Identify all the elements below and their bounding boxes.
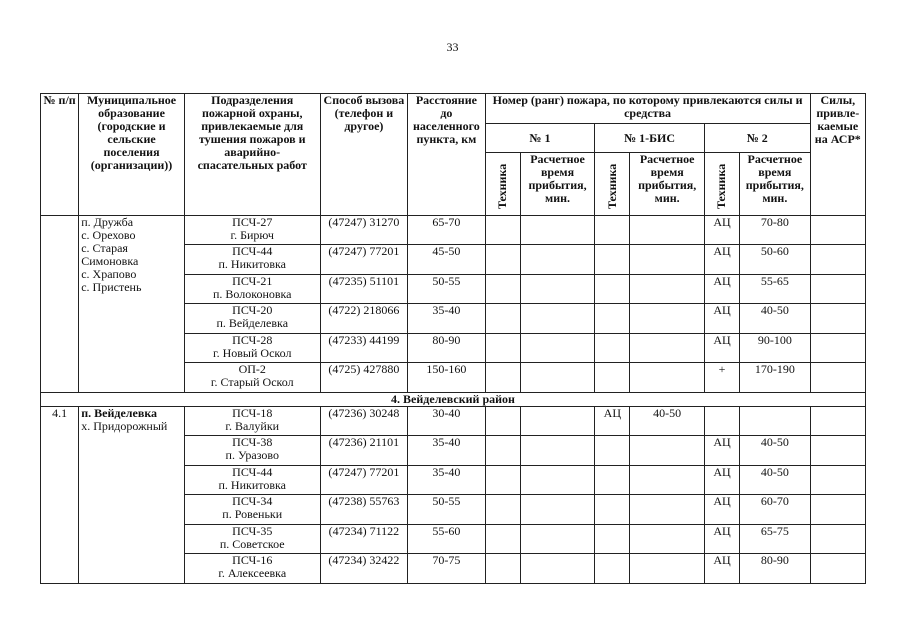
time-cell: 90-100 xyxy=(740,334,810,363)
time-cell xyxy=(630,554,704,584)
phone-cell: (4722) 218066 xyxy=(320,304,408,334)
unit-cell xyxy=(184,216,320,245)
tech-cell xyxy=(595,436,630,466)
time-cell: 80-90 xyxy=(740,554,810,584)
unit-name: ПСЧ-34 xyxy=(232,494,273,508)
distance-cell: 45-50 xyxy=(408,245,485,275)
tech-cell xyxy=(595,495,630,525)
unit-cell xyxy=(184,304,320,334)
unit-cell xyxy=(184,407,320,436)
unit-cell xyxy=(184,495,320,525)
unit-place: п. Уразово xyxy=(225,448,279,462)
unit-place: г. Валуйки xyxy=(225,419,280,433)
distance-cell: 80-90 xyxy=(408,334,485,363)
distance-cell: 30-40 xyxy=(408,407,485,436)
settlement-list xyxy=(79,216,185,393)
tech-cell: АЦ xyxy=(704,436,739,466)
tech-cell xyxy=(595,466,630,495)
unit-cell xyxy=(184,363,320,393)
time-cell xyxy=(630,466,704,495)
tech-cell: АЦ xyxy=(704,525,739,554)
fire-forces-table xyxy=(40,93,866,584)
time-cell xyxy=(630,495,704,525)
distance-cell: 65-70 xyxy=(408,216,485,245)
unit-name: ПСЧ-20 xyxy=(232,303,273,317)
tech-cell: + xyxy=(704,363,739,393)
unit-name: ПСЧ-44 xyxy=(232,465,273,479)
unit-cell xyxy=(184,334,320,363)
settlement: п. Вейделевка xyxy=(81,406,158,420)
phone-cell: (47238) 55763 xyxy=(320,495,408,525)
header-time-1bis: Расчетное время прибытия, мин. xyxy=(630,153,704,216)
time-cell: 60-70 xyxy=(740,495,810,525)
time-cell: 170-190 xyxy=(740,363,810,393)
unit-place: г. Старый Оскол xyxy=(210,375,294,389)
header-time-2: Расчетное время прибытия, мин. xyxy=(740,153,810,216)
header-rank-1: № 1 xyxy=(485,124,595,153)
header-tech-2: Техника xyxy=(714,163,729,209)
time-cell: 55-65 xyxy=(740,275,810,304)
header-rank-2: № 2 xyxy=(704,124,810,153)
unit-place: п. Вейделевка xyxy=(216,316,289,330)
unit-place: п. Никитовка xyxy=(218,257,286,271)
tech-cell: АЦ xyxy=(704,304,739,334)
header-distance: Расстояние до населенного пункта, км xyxy=(408,94,485,216)
phone-cell: (47234) 71122 xyxy=(320,525,408,554)
time-cell xyxy=(630,436,704,466)
unit-place: п. Никитовка xyxy=(218,478,286,492)
unit-name: ПСЧ-16 xyxy=(232,553,273,567)
distance-cell: 35-40 xyxy=(408,466,485,495)
phone-cell: (47247) 77201 xyxy=(320,245,408,275)
time-cell xyxy=(630,525,704,554)
time-cell: 40-50 xyxy=(630,407,704,436)
header-fire-rank: Номер (ранг) пожара, по которому привлекаются силы и средства xyxy=(485,94,810,124)
tech-cell: АЦ xyxy=(704,554,739,584)
phone-cell: (47234) 32422 xyxy=(320,554,408,584)
time-cell: 40-50 xyxy=(740,466,810,495)
unit-name: ПСЧ-18 xyxy=(232,406,273,420)
time-cell: 50-60 xyxy=(740,245,810,275)
tech-cell: АЦ xyxy=(704,495,739,525)
distance-cell: 55-60 xyxy=(408,525,485,554)
unit-cell xyxy=(184,436,320,466)
header-units: Подразделения пожарной охраны, привлекаемые для тушения пожаров и аварийно-спасательных работ xyxy=(184,94,320,216)
time-cell: 40-50 xyxy=(740,304,810,334)
unit-place: г. Новый Оскол xyxy=(213,346,292,360)
tech-cell: АЦ xyxy=(704,275,739,304)
header-num: № п/п xyxy=(41,94,79,216)
page-number: 33 xyxy=(446,40,459,54)
tech-cell: АЦ xyxy=(704,245,739,275)
section-title: 4. Вейделевский район xyxy=(41,393,866,407)
unit-cell xyxy=(184,245,320,275)
time-cell: 70-80 xyxy=(740,216,810,245)
settlement: с. Орехово xyxy=(81,228,136,242)
unit-place: п. Советское xyxy=(219,537,285,551)
tech-cell: АЦ xyxy=(704,216,739,245)
tech-cell: АЦ xyxy=(704,466,739,495)
unit-name: ПСЧ-27 xyxy=(232,215,273,229)
time-cell: 65-75 xyxy=(740,525,810,554)
tech-cell xyxy=(595,554,630,584)
distance-cell: 50-55 xyxy=(408,495,485,525)
tech-cell: АЦ xyxy=(704,334,739,363)
tech-cell xyxy=(704,407,739,436)
unit-cell xyxy=(184,275,320,304)
unit-name: ПСЧ-35 xyxy=(232,524,273,538)
distance-cell: 150-160 xyxy=(408,363,485,393)
settlement: с. Пристень xyxy=(81,280,142,294)
header-rank-1bis: № 1-БИС xyxy=(595,124,705,153)
time-cell xyxy=(740,407,810,436)
header-municipality: Муниципальное образование (городские и сельские поселения (организации)) xyxy=(79,94,185,216)
unit-cell xyxy=(184,466,320,495)
header-tech-1: Техника xyxy=(495,163,510,209)
phone-cell: (47236) 30248 xyxy=(320,407,408,436)
phone-cell: (4725) 427880 xyxy=(320,363,408,393)
distance-cell: 50-55 xyxy=(408,275,485,304)
distance-cell: 35-40 xyxy=(408,304,485,334)
settlement: с. Храпово xyxy=(81,267,137,281)
table-row xyxy=(41,216,866,245)
unit-name: ПСЧ-28 xyxy=(232,333,273,347)
distance-cell: 35-40 xyxy=(408,436,485,466)
section-row xyxy=(41,393,866,407)
unit-cell xyxy=(184,525,320,554)
unit-place: п. Волоконовка xyxy=(212,287,292,301)
tech-cell: АЦ xyxy=(595,407,630,436)
settlement: х. Придорожный xyxy=(81,419,168,433)
settlement-list xyxy=(79,407,185,584)
distance-cell: 70-75 xyxy=(408,554,485,584)
phone-cell: (47247) 77201 xyxy=(320,466,408,495)
time-cell: 40-50 xyxy=(740,436,810,466)
header-asr: Силы, привле-каемые на АСР* xyxy=(810,94,865,216)
phone-cell: (47247) 31270 xyxy=(320,216,408,245)
settlement: п. Дружба xyxy=(81,215,134,229)
settlement: с. Старая Симоновка xyxy=(81,241,139,268)
header-time-1: Расчетное время прибытия, мин. xyxy=(520,153,594,216)
tech-cell xyxy=(595,525,630,554)
unit-place: п. Ровеньки xyxy=(222,507,283,521)
row-num: 4.1 xyxy=(41,407,79,584)
row-num xyxy=(41,216,79,393)
unit-place: г. Бирюч xyxy=(230,228,274,242)
unit-place: г. Алексеевка xyxy=(218,566,287,580)
phone-cell: (47233) 44199 xyxy=(320,334,408,363)
phone-cell: (47236) 21101 xyxy=(320,436,408,466)
unit-name: ПСЧ-21 xyxy=(232,274,273,288)
phone-cell: (47235) 51101 xyxy=(320,275,408,304)
unit-name: ОП-2 xyxy=(238,362,266,376)
unit-name: ПСЧ-38 xyxy=(232,435,273,449)
unit-name: ПСЧ-44 xyxy=(232,244,273,258)
unit-cell xyxy=(184,554,320,584)
header-tech-1bis: Техника xyxy=(604,163,619,209)
header-call-method: Способ вызова (телефон и другое) xyxy=(320,94,408,216)
table-row xyxy=(41,407,866,436)
